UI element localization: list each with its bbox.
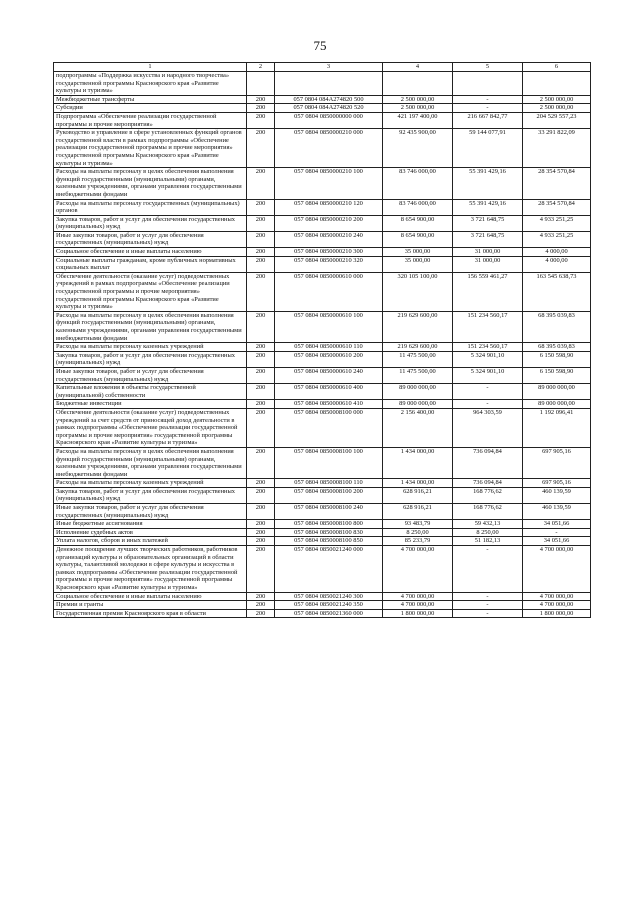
- row-executed-amount: -: [453, 609, 523, 618]
- row-code: 200: [247, 256, 275, 272]
- row-remaining-amount: 28 354 570,84: [523, 199, 591, 215]
- row-classification-code: [275, 72, 383, 96]
- table-row: [54, 504, 591, 520]
- row-planned-amount: 628 916,21: [383, 504, 453, 520]
- row-description: Закупка товаров, работ и услуг для обеспечения государственных (муниципальных) нужд: [54, 215, 247, 231]
- table-row: [54, 112, 591, 128]
- table-row: [54, 72, 591, 96]
- header-row: [54, 63, 591, 72]
- row-code: 200: [247, 95, 275, 104]
- table-row: [54, 104, 591, 113]
- row-code: 200: [247, 248, 275, 257]
- row-remaining-amount: 28 354 570,84: [523, 168, 591, 199]
- row-description: Премии и гранты: [54, 601, 247, 610]
- row-classification-code: 057 0804 0850000000 000: [275, 112, 383, 128]
- header-col-6: 6: [523, 63, 591, 72]
- row-executed-amount: 3 721 648,75: [453, 231, 523, 247]
- row-description: Расходы на выплаты персоналу казенных учреждений: [54, 479, 247, 488]
- row-classification-code: 057 0804 0850008100 100: [275, 447, 383, 478]
- row-classification-code: 057 0804 0850000210 100: [275, 168, 383, 199]
- row-code: 200: [247, 129, 275, 168]
- row-remaining-amount: 697 905,16: [523, 479, 591, 488]
- row-executed-amount: 31 000,00: [453, 256, 523, 272]
- row-remaining-amount: 34 051,66: [523, 537, 591, 546]
- row-description: Капитальные вложения в объекты государственной (муниципальной) собственности: [54, 384, 247, 400]
- row-executed-amount: 5 324 901,10: [453, 351, 523, 367]
- row-executed-amount: 736 094,84: [453, 447, 523, 478]
- row-remaining-amount: 4 000,00: [523, 248, 591, 257]
- row-classification-code: 057 0804 0850008100 200: [275, 487, 383, 503]
- table-row: [54, 487, 591, 503]
- row-remaining-amount: 4 700 000,00: [523, 546, 591, 593]
- row-code: 200: [247, 504, 275, 520]
- row-remaining-amount: 2 500 000,00: [523, 95, 591, 104]
- row-description: Иные закупки товаров, работ и услуг для обеспечения государственных (муниципальных) нужд: [54, 504, 247, 520]
- row-remaining-amount: 204 529 557,23: [523, 112, 591, 128]
- header-col-1: 1: [54, 63, 247, 72]
- row-remaining-amount: 697 905,16: [523, 447, 591, 478]
- row-code: 200: [247, 609, 275, 618]
- row-code: 200: [247, 408, 275, 447]
- table-row: [54, 528, 591, 537]
- row-code: 200: [247, 479, 275, 488]
- row-description: Социальные выплаты гражданам, кроме публичных нормативных социальных выплат: [54, 256, 247, 272]
- row-executed-amount: 156 559 461,27: [453, 272, 523, 311]
- table-row: [54, 256, 591, 272]
- row-executed-amount: -: [453, 592, 523, 601]
- row-code: 200: [247, 168, 275, 199]
- row-executed-amount: 964 303,59: [453, 408, 523, 447]
- table-row: [54, 447, 591, 478]
- row-description: Денежное поощрение лучших творческих работников, работников организаций культуры и образовательных организаций в области культуры, талантливой молодежи в сфере культуры и искусства в рамках подпрограммы «Обеспечение реализации государственной программы и прочие мероприятия» государственной программы Красноярского края «Развитие культуры и туризма»: [54, 546, 247, 593]
- row-planned-amount: [383, 72, 453, 96]
- row-executed-amount: 59 432,13: [453, 520, 523, 529]
- row-code: 200: [247, 546, 275, 593]
- row-planned-amount: 421 197 400,00: [383, 112, 453, 128]
- row-code: 200: [247, 199, 275, 215]
- row-code: 200: [247, 311, 275, 342]
- row-executed-amount: 8 250,00: [453, 528, 523, 537]
- row-planned-amount: 8 654 900,00: [383, 215, 453, 231]
- row-description: Межбюджетные трансферты: [54, 95, 247, 104]
- header-col-4: 4: [383, 63, 453, 72]
- row-planned-amount: 85 233,79: [383, 537, 453, 546]
- table-row: [54, 400, 591, 409]
- row-description: Закупка товаров, работ и услуг для обеспечения государственных (муниципальных) нужд: [54, 351, 247, 367]
- row-executed-amount: -: [453, 546, 523, 593]
- table-row: [54, 537, 591, 546]
- table-row: [54, 609, 591, 618]
- row-planned-amount: 89 000 000,00: [383, 400, 453, 409]
- row-planned-amount: 35 000,00: [383, 248, 453, 257]
- row-executed-amount: 151 234 560,17: [453, 311, 523, 342]
- row-remaining-amount: 4 933 251,25: [523, 231, 591, 247]
- row-executed-amount: -: [453, 400, 523, 409]
- row-classification-code: 057 0804 0850000210 120: [275, 199, 383, 215]
- row-description: Иные закупки товаров, работ и услуг для обеспечения государственных (муниципальных) нужд: [54, 367, 247, 383]
- row-code: 200: [247, 400, 275, 409]
- row-remaining-amount: [523, 72, 591, 96]
- header-col-5: 5: [453, 63, 523, 72]
- row-planned-amount: 2 500 000,00: [383, 95, 453, 104]
- row-description: Расходы на выплаты персоналу в целях обеспечения выполнения функций государственными (муниципальными) органами, казенными учреждениями, органами управления государственными внебюджетными фондами: [54, 311, 247, 342]
- row-remaining-amount: 89 000 000,00: [523, 400, 591, 409]
- row-classification-code: 057 0804 0850008100 000: [275, 408, 383, 447]
- row-description: Иные бюджетные ассигнования: [54, 520, 247, 529]
- table-row: [54, 479, 591, 488]
- row-classification-code: 057 0804 084А274820 520: [275, 104, 383, 113]
- row-planned-amount: 8 250,00: [383, 528, 453, 537]
- row-code: [247, 72, 275, 96]
- row-planned-amount: 628 916,21: [383, 487, 453, 503]
- row-classification-code: 057 0804 0850000210 240: [275, 231, 383, 247]
- table-row: [54, 367, 591, 383]
- row-remaining-amount: -: [523, 528, 591, 537]
- row-planned-amount: 2 156 400,00: [383, 408, 453, 447]
- row-planned-amount: 219 629 600,00: [383, 343, 453, 352]
- row-code: 200: [247, 384, 275, 400]
- table-row: [54, 129, 591, 168]
- row-description: Закупка товаров, работ и услуг для обеспечения государственных (муниципальных) нужд: [54, 487, 247, 503]
- row-classification-code: 057 0804 0850000210 200: [275, 215, 383, 231]
- row-remaining-amount: 89 000 000,00: [523, 384, 591, 400]
- table-row: [54, 520, 591, 529]
- row-planned-amount: 35 000,00: [383, 256, 453, 272]
- row-remaining-amount: 34 051,66: [523, 520, 591, 529]
- row-description: Подпрограмма «Обеспечение реализации государственной программы и прочие мероприятия»: [54, 112, 247, 128]
- row-executed-amount: [453, 72, 523, 96]
- row-executed-amount: 736 094,84: [453, 479, 523, 488]
- row-planned-amount: 4 700 000,00: [383, 546, 453, 593]
- row-description: Расходы на выплаты персоналу в целях обеспечения выполнения функций государственными (муниципальными) органами, казенными учреждениями, органами управления государственными внебюджетными фондами: [54, 168, 247, 199]
- row-classification-code: 057 0804 0850008100 800: [275, 520, 383, 529]
- row-planned-amount: 11 475 500,00: [383, 351, 453, 367]
- row-remaining-amount: 163 545 638,73: [523, 272, 591, 311]
- page-number: 75: [313, 38, 327, 53]
- row-description: Руководство и управление в сфере установленных функций органов государственной власти в рамках подпрограммы «Обеспечение реализации государственной программы и прочие мероприятия» государственной программы Красноярского края «Развитие культуры и туризма»: [54, 129, 247, 168]
- row-planned-amount: 1 800 000,00: [383, 609, 453, 618]
- row-description: Бюджетные инвестиции: [54, 400, 247, 409]
- row-classification-code: 057 0804 084А274820 500: [275, 95, 383, 104]
- row-executed-amount: 151 234 560,17: [453, 343, 523, 352]
- row-code: 200: [247, 367, 275, 383]
- row-classification-code: 057 0804 0850000610 410: [275, 400, 383, 409]
- row-remaining-amount: 6 150 598,90: [523, 367, 591, 383]
- row-planned-amount: 92 435 900,00: [383, 129, 453, 168]
- row-classification-code: 057 0804 0850021240 350: [275, 601, 383, 610]
- header-col-2: 2: [247, 63, 275, 72]
- row-executed-amount: 5 324 901,10: [453, 367, 523, 383]
- row-remaining-amount: 33 291 822,09: [523, 129, 591, 168]
- row-code: 200: [247, 537, 275, 546]
- table-row: [54, 408, 591, 447]
- row-remaining-amount: 4 933 251,25: [523, 215, 591, 231]
- row-code: 200: [247, 343, 275, 352]
- header-col-3: 3: [275, 63, 383, 72]
- row-classification-code: 057 0804 0850021240 000: [275, 546, 383, 593]
- row-planned-amount: 93 483,79: [383, 520, 453, 529]
- row-executed-amount: 216 667 842,77: [453, 112, 523, 128]
- row-classification-code: 057 0804 0850000610 100: [275, 311, 383, 342]
- row-remaining-amount: 4 000,00: [523, 256, 591, 272]
- row-executed-amount: 31 000,00: [453, 248, 523, 257]
- row-classification-code: 057 0804 0850008100 850: [275, 537, 383, 546]
- table-row: [54, 215, 591, 231]
- table-row: [54, 248, 591, 257]
- table-row: [54, 199, 591, 215]
- table-row: [54, 351, 591, 367]
- row-description: Иные закупки товаров, работ и услуг для обеспечения государственных (муниципальных) нужд: [54, 231, 247, 247]
- row-classification-code: 057 0804 0850008100 240: [275, 504, 383, 520]
- row-remaining-amount: 2 500 000,00: [523, 104, 591, 113]
- row-planned-amount: 320 105 100,00: [383, 272, 453, 311]
- table-row: [54, 311, 591, 342]
- row-description: Уплата налогов, сборов и иных платежей: [54, 537, 247, 546]
- row-description: Субсидии: [54, 104, 247, 113]
- row-executed-amount: 59 144 077,91: [453, 129, 523, 168]
- row-planned-amount: 1 434 000,00: [383, 479, 453, 488]
- row-remaining-amount: 1 192 096,41: [523, 408, 591, 447]
- row-executed-amount: 55 391 429,16: [453, 199, 523, 215]
- row-remaining-amount: 1 800 000,00: [523, 609, 591, 618]
- row-classification-code: 057 0804 0850000210 300: [275, 248, 383, 257]
- row-planned-amount: 4 700 000,00: [383, 592, 453, 601]
- row-description: подпрограммы «Поддержка искусства и народного творчества» государственной программы Красноярского края «Развитие культуры и туризма»: [54, 72, 247, 96]
- row-code: 200: [247, 112, 275, 128]
- row-classification-code: 057 0804 0850008100 110: [275, 479, 383, 488]
- row-description: Расходы на выплаты персоналу в целях обеспечения выполнения функций государственными (муниципальными) органами, казенными учреждениями, органами управления государственными внебюджетными фондами: [54, 447, 247, 478]
- row-description: Социальное обеспечение и иные выплаты населению: [54, 592, 247, 601]
- row-classification-code: 057 0804 0850021240 300: [275, 592, 383, 601]
- row-planned-amount: 83 746 000,00: [383, 199, 453, 215]
- row-classification-code: 057 0804 0850000210 000: [275, 129, 383, 168]
- row-planned-amount: 83 746 000,00: [383, 168, 453, 199]
- row-executed-amount: -: [453, 104, 523, 113]
- row-planned-amount: 2 500 000,00: [383, 104, 453, 113]
- row-executed-amount: 55 391 429,16: [453, 168, 523, 199]
- row-executed-amount: 168 776,62: [453, 487, 523, 503]
- row-description: Обеспечение деятельности (оказание услуг) подведомственных учреждений за счет средств от приносящей доход деятельности в рамках подпрограммы «Обеспечение реализации государственной программы и прочие мероприятия» государственной программы Красноярского края «Развитие культуры и туризма»: [54, 408, 247, 447]
- row-planned-amount: 8 654 900,00: [383, 231, 453, 247]
- row-remaining-amount: 6 150 598,90: [523, 351, 591, 367]
- table-row: [54, 546, 591, 593]
- row-code: 200: [247, 592, 275, 601]
- row-executed-amount: 51 182,13: [453, 537, 523, 546]
- row-description: Расходы на выплаты персоналу государственных (муниципальных) органов: [54, 199, 247, 215]
- table-row: [54, 343, 591, 352]
- row-executed-amount: -: [453, 95, 523, 104]
- row-remaining-amount: 4 700 000,00: [523, 601, 591, 610]
- row-executed-amount: 168 776,62: [453, 504, 523, 520]
- table-row: [54, 231, 591, 247]
- row-code: 200: [247, 601, 275, 610]
- row-code: 200: [247, 528, 275, 537]
- row-classification-code: 057 0804 0850000610 110: [275, 343, 383, 352]
- row-classification-code: 057 0804 0850000610 400: [275, 384, 383, 400]
- table-row: [54, 601, 591, 610]
- table-row: [54, 168, 591, 199]
- table-row: [54, 272, 591, 311]
- row-remaining-amount: 460 139,59: [523, 487, 591, 503]
- row-planned-amount: 11 475 500,00: [383, 367, 453, 383]
- row-code: 200: [247, 104, 275, 113]
- table-row: [54, 95, 591, 104]
- row-planned-amount: 219 629 600,00: [383, 311, 453, 342]
- row-classification-code: 057 0804 0850000210 320: [275, 256, 383, 272]
- table-row: [54, 592, 591, 601]
- table-row: [54, 384, 591, 400]
- row-executed-amount: -: [453, 601, 523, 610]
- row-remaining-amount: 68 395 039,83: [523, 343, 591, 352]
- row-code: 200: [247, 351, 275, 367]
- row-code: 200: [247, 272, 275, 311]
- row-executed-amount: -: [453, 384, 523, 400]
- row-planned-amount: 89 000 000,00: [383, 384, 453, 400]
- row-classification-code: 057 0804 0850000610 240: [275, 367, 383, 383]
- row-remaining-amount: 460 139,59: [523, 504, 591, 520]
- row-planned-amount: 4 700 000,00: [383, 601, 453, 610]
- row-description: Социальное обеспечение и иные выплаты населению: [54, 248, 247, 257]
- row-classification-code: 057 0804 0850008100 830: [275, 528, 383, 537]
- row-code: 200: [247, 215, 275, 231]
- row-planned-amount: 1 434 000,00: [383, 447, 453, 478]
- report-table: [53, 62, 591, 618]
- row-description: Обеспечение деятельности (оказание услуг) подведомственных учреждений в рамках подпрограммы «Обеспечение реализации государственной программы и прочие мероприятия» государственной программы Красноярского края «Развитие культуры и туризма»: [54, 272, 247, 311]
- row-code: 200: [247, 231, 275, 247]
- row-description: Государственная премия Красноярского края в области: [54, 609, 247, 618]
- row-classification-code: 057 0804 0850000610 200: [275, 351, 383, 367]
- report-body: [54, 72, 591, 618]
- row-description: Исполнение судебных актов: [54, 528, 247, 537]
- row-description: Расходы на выплаты персоналу казенных учреждений: [54, 343, 247, 352]
- row-classification-code: 057 0804 0850000610 000: [275, 272, 383, 311]
- row-code: 200: [247, 447, 275, 478]
- row-remaining-amount: 4 700 000,00: [523, 592, 591, 601]
- row-code: 200: [247, 520, 275, 529]
- row-executed-amount: 3 721 648,75: [453, 215, 523, 231]
- row-classification-code: 057 0804 0850021360 000: [275, 609, 383, 618]
- row-remaining-amount: 68 395 039,83: [523, 311, 591, 342]
- row-code: 200: [247, 487, 275, 503]
